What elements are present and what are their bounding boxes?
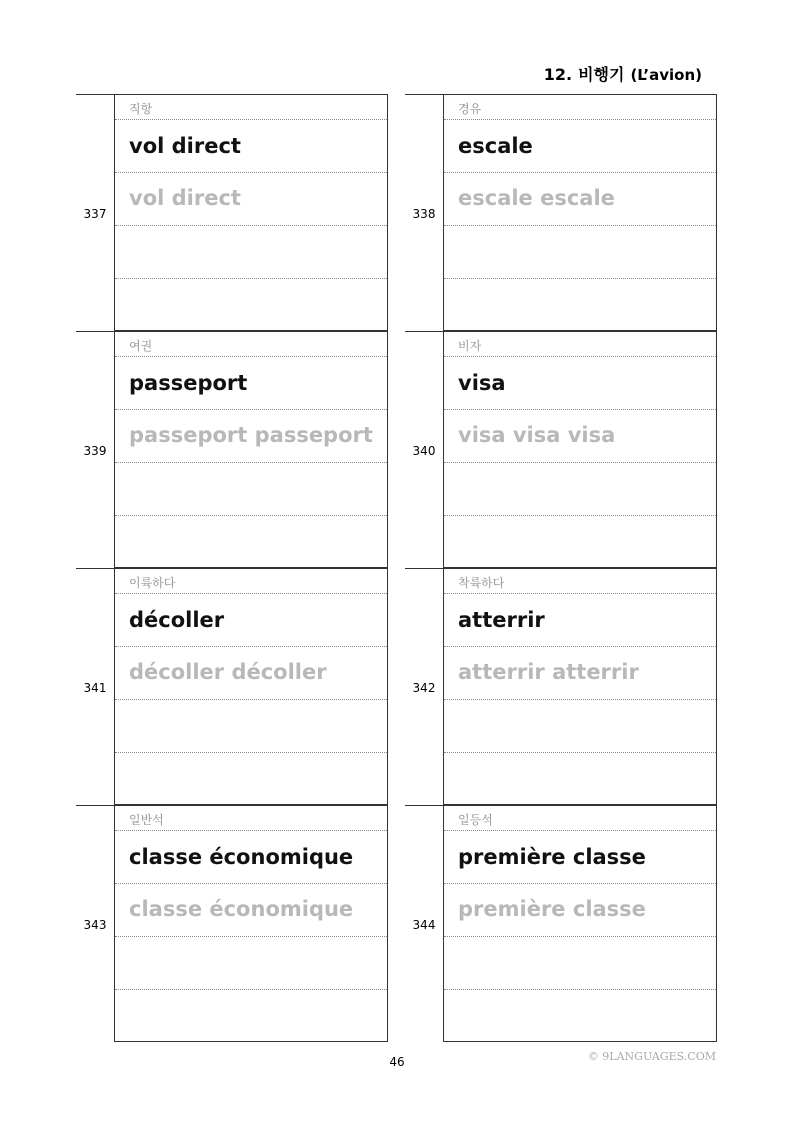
vocab-number-cell (76, 569, 115, 805)
french-word: décoller (129, 608, 225, 632)
writing-line (115, 463, 387, 516)
vocab-number-cell (405, 806, 444, 1042)
vocab-number: 337 (83, 207, 107, 221)
vocab-number: 342 (412, 681, 436, 695)
korean-row (115, 806, 387, 831)
vocab-number-cell (76, 332, 115, 568)
french-row (444, 120, 716, 173)
writing-line (444, 516, 716, 568)
french-row (115, 594, 387, 647)
writing-line (115, 937, 387, 990)
vocab-card (76, 568, 388, 804)
copyright-notice: © 9LANGUAGES.COM (587, 1050, 716, 1063)
vocab-number-cell (405, 332, 444, 568)
vocab-card (405, 568, 717, 804)
french-word: passeport (129, 371, 248, 395)
vocab-body (115, 806, 388, 1042)
french-row (115, 120, 387, 173)
trace-word: décoller décoller (129, 660, 327, 684)
writing-line (115, 753, 387, 805)
writing-line (115, 516, 387, 568)
korean-word: 여권 (129, 339, 153, 353)
korean-row (444, 95, 716, 120)
french-row (444, 831, 716, 884)
vocab-card (405, 805, 717, 1041)
korean-row (444, 569, 716, 594)
writing-line (115, 700, 387, 753)
writing-line (444, 279, 716, 331)
trace-row (444, 647, 716, 700)
korean-word: 경유 (458, 102, 482, 116)
french-row (444, 594, 716, 647)
vocab-body (444, 569, 717, 805)
vocab-number-cell (76, 806, 115, 1042)
writing-line (115, 226, 387, 279)
vocab-card (76, 94, 388, 330)
french-word: atterrir (458, 608, 545, 632)
writing-line (444, 463, 716, 516)
vocab-card (76, 331, 388, 567)
french-word: classe économique (129, 845, 354, 869)
korean-word: 일등석 (458, 813, 493, 827)
trace-row (115, 410, 387, 463)
korean-row (444, 806, 716, 831)
writing-line (115, 279, 387, 331)
vocab-number: 341 (83, 681, 107, 695)
vocab-number: 338 (412, 207, 436, 221)
trace-row (115, 647, 387, 700)
vocab-card (405, 94, 717, 330)
vocab-number: 343 (83, 918, 107, 932)
korean-row (115, 332, 387, 357)
trace-row (115, 884, 387, 937)
vocab-body (115, 569, 388, 805)
vocab-number: 339 (83, 444, 107, 458)
korean-word: 직항 (129, 102, 153, 116)
french-word: première classe (458, 845, 646, 869)
french-word: vol direct (129, 134, 241, 158)
section-title-french: (L’avion) (630, 66, 702, 84)
vocab-body (444, 806, 717, 1042)
vocab-body (115, 95, 388, 331)
section-title-korean: 비행기 (578, 65, 625, 84)
trace-word: atterrir atterrir (458, 660, 639, 684)
trace-row (115, 173, 387, 226)
french-row (115, 831, 387, 884)
vocab-number: 340 (412, 444, 436, 458)
writing-line (444, 753, 716, 805)
writing-line (444, 226, 716, 279)
writing-line (115, 990, 387, 1042)
trace-word: passeport passeport (129, 423, 373, 447)
page-number: 46 (389, 1055, 405, 1069)
vocab-card (76, 805, 388, 1041)
trace-word: vol direct (129, 186, 241, 210)
writing-line (444, 937, 716, 990)
korean-row (444, 332, 716, 357)
vocab-number-cell (405, 95, 444, 331)
vocab-number: 344 (412, 918, 436, 932)
korean-row (115, 95, 387, 120)
french-word: escale (458, 134, 533, 158)
french-row (444, 357, 716, 410)
korean-word: 비자 (458, 339, 482, 353)
trace-word: visa visa visa (458, 423, 616, 447)
trace-word: escale escale (458, 186, 615, 210)
vocab-number-cell (405, 569, 444, 805)
french-row (115, 357, 387, 410)
vocab-body (444, 95, 717, 331)
korean-row (115, 569, 387, 594)
trace-row (444, 410, 716, 463)
section-number: 12. (543, 65, 573, 84)
korean-word: 이륙하다 (129, 576, 176, 590)
vocab-number-cell (76, 95, 115, 331)
trace-word: première classe (458, 897, 646, 921)
writing-line (444, 700, 716, 753)
korean-word: 일반석 (129, 813, 164, 827)
vocab-body (115, 332, 388, 568)
vocab-card (405, 331, 717, 567)
section-title (544, 62, 702, 85)
trace-row (444, 884, 716, 937)
korean-word: 착륙하다 (458, 576, 505, 590)
trace-word: classe économique (129, 897, 354, 921)
vocab-body (444, 332, 717, 568)
writing-line (444, 990, 716, 1042)
french-word: visa (458, 371, 506, 395)
trace-row (444, 173, 716, 226)
